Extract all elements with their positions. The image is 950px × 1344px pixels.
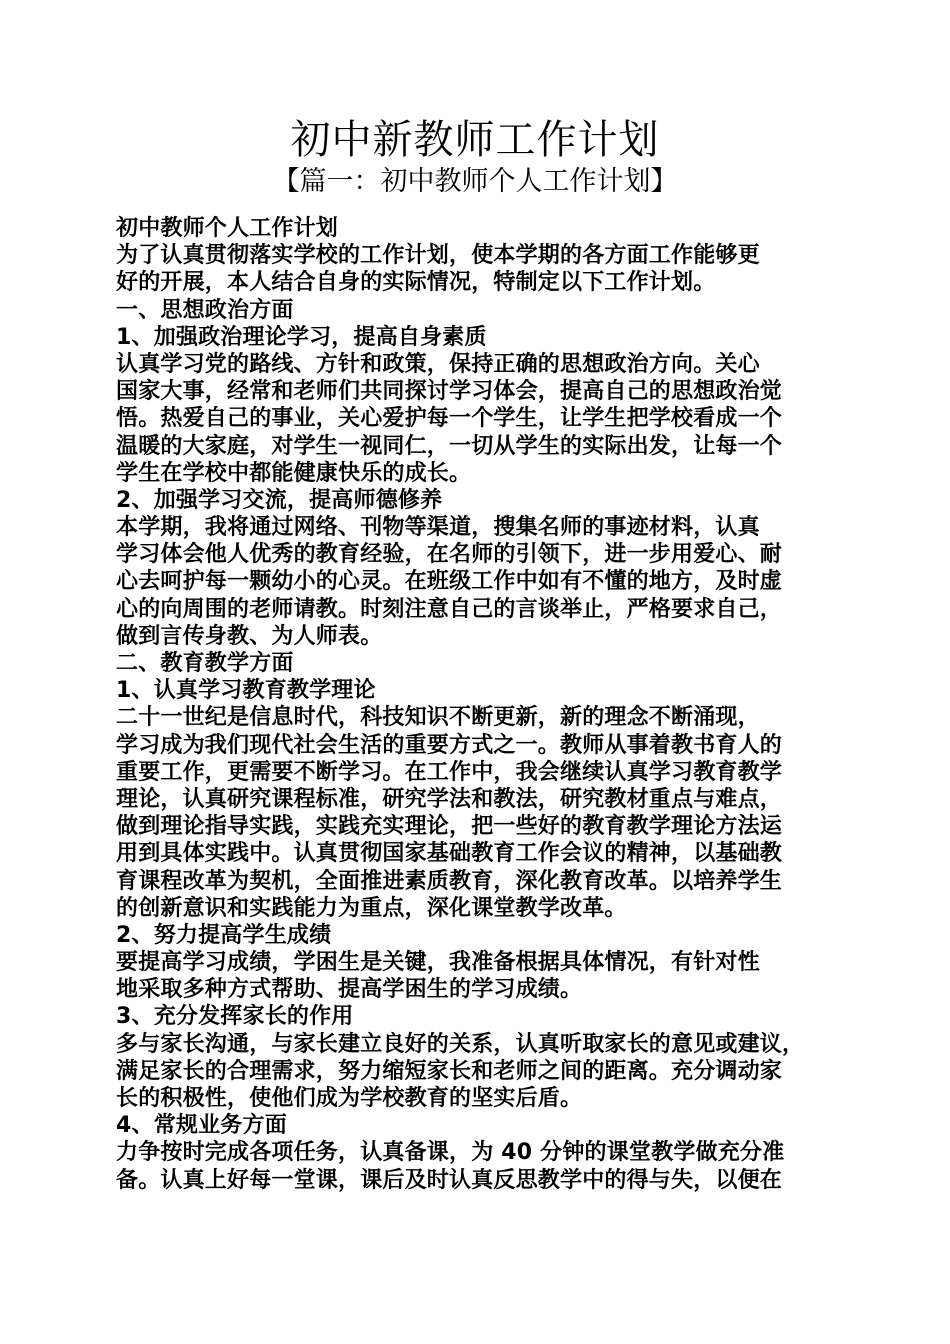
subsection-heading: 2、加强学习交流，提高师德修养	[116, 487, 443, 513]
body-line: 重要工作，更需要不断学习。在工作中，我会继续认真学习教育教学	[116, 759, 783, 785]
body-line: 认真学习党的路线、方针和政策，保持正确的思想政治方向。关心	[116, 351, 760, 377]
body-line: 学习成为我们现代社会生活的重要方式之一。教师从事着教书育人的	[116, 732, 783, 758]
body-line: 用到具体实践中。认真贯彻国家基础教育工作会议的精神，以基础教	[116, 841, 783, 867]
body-line: 学生在学校中都能健康快乐的成长。	[116, 460, 472, 486]
body-line: 悟。热爱自己的事业，关心爱护每一个学生，让学生把学校看成一个	[116, 406, 783, 432]
body-line: 地采取多种方式帮助、提高学困生的学习成绩。	[116, 977, 583, 1003]
subsection-heading: 3、充分发挥家长的作用	[116, 1004, 354, 1030]
subsection-heading: 1、认真学习教育教学理论	[116, 678, 376, 704]
body-line: 力争按时完成各项任务，认真备课，为 40 分钟的课堂教学做充分准	[116, 1140, 785, 1166]
body-line: 温暖的大家庭，对学生一视同仁，一切从学生的实际出发，让每一个	[116, 433, 783, 459]
body-line: 满足家长的合理需求，努力缩短家长和老师之间的距离。充分调动家	[116, 1058, 783, 1084]
body-line: 国家大事，经常和老师们共同探讨学习体会，提高自己的思想政治觉	[116, 379, 783, 405]
body-line: 的创新意识和实践能力为重点，深化课堂教学改革。	[116, 895, 627, 921]
body-line: 多与家长沟通，与家长建立良好的关系，认真听取家长的意见或建议，	[116, 1031, 805, 1057]
body-line: 学习体会他人优秀的教育经验，在名师的引领下，进一步用爱心、耐	[116, 542, 783, 568]
body-line: 心去呵护每一颗幼小的心灵。在班级工作中如有不懂的地方，及时虚	[116, 569, 783, 595]
subsection-heading: 1、加强政治理论学习，提高自身素质	[116, 324, 487, 350]
subsection-heading: 4、常规业务方面	[116, 1113, 287, 1139]
body-line: 理论，认真研究课程标准，研究学法和教法，研究教材重点与难点，	[116, 786, 783, 812]
body-line: 为了认真贯彻落实学校的工作计划，使本学期的各方面工作能够更	[116, 243, 760, 269]
body-line: 长的积极性，使他们成为学校教育的坚实后盾。	[116, 1086, 583, 1111]
body-line: 要提高学习成绩，学困生是关键，我准备根据具体情况，有针对性	[116, 950, 760, 976]
subsection-heading: 2、努力提高学生成绩	[116, 922, 332, 948]
body-line: 备。认真上好每一堂课，课后及时认真反思教学中的得与失，以便在	[116, 1167, 783, 1193]
body-line: 心的向周围的老师请教。时刻注意自己的言谈举止，严格要求自己，	[116, 596, 783, 622]
body-line: 育课程改革为契机，全面推进素质教育，深化教育改革。以培养学生	[116, 868, 783, 894]
body-line: 二十一世纪是信息时代，科技知识不断更新，新的理念不断涌现，	[116, 705, 760, 731]
section-heading: 一、思想政治方面	[116, 297, 294, 323]
heading-main: 初中教师个人工作计划	[116, 216, 339, 241]
section-heading: 二、教育教学方面	[116, 651, 294, 676]
body-line: 做到理论指导实践，实践充实理论，把一些好的教育教学理论方法运	[116, 814, 783, 840]
body-line: 好的开展，本人结合自身的实际情况，特制定以下工作计划。	[116, 270, 716, 296]
document-body	[116, 215, 841, 1194]
body-line: 本学期，我将通过网络、刊物等渠道，搜集名师的事迹材料，认真	[116, 515, 760, 541]
document-title: 初中新教师工作计划	[290, 117, 660, 163]
body-line: 做到言传身教、为人师表。	[116, 623, 383, 649]
document-subtitle: 【篇一：初中教师个人工作计划】	[272, 166, 678, 197]
